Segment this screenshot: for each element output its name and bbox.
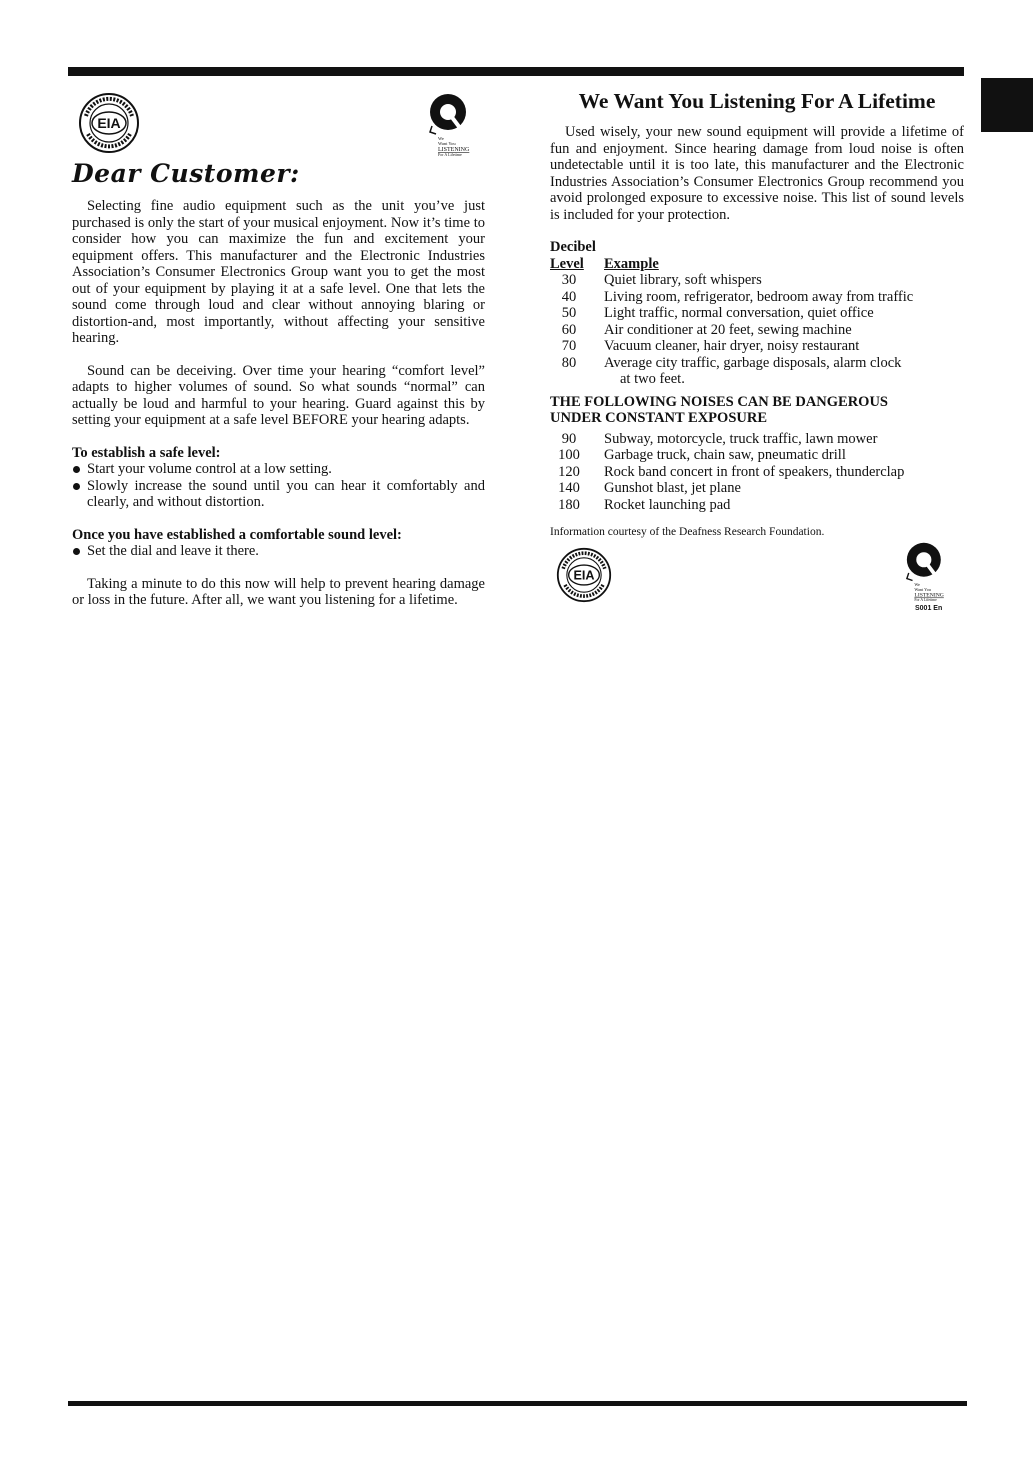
danger-heading-line-2: UNDER CONSTANT EXPOSURE: [550, 410, 767, 426]
level-value: 70: [561, 338, 577, 354]
danger-heading-line-1: THE FOLLOWING NOISES CAN BE DANGEROUS: [550, 393, 888, 410]
salutation-heading: Dear Customer:: [72, 159, 300, 188]
q-logo-line-2: Want You: [914, 586, 932, 592]
table-row: [550, 497, 964, 514]
table-header: [550, 256, 964, 273]
table-row: [550, 355, 964, 388]
level-example: Rocket launching pad: [604, 496, 731, 513]
level-example: Garbage truck, chain saw, pneumatic drill: [604, 447, 846, 463]
decibel-label: Decibel: [550, 239, 596, 255]
safe-level-list: [72, 461, 485, 511]
level-example: Vacuum cleaner, hair dryer, noisy restaurant: [604, 338, 860, 354]
level-example: Subway, motorcycle, truck traffic, lawn mower: [604, 430, 878, 447]
q-logo-line-3: LISTENING: [438, 147, 470, 153]
table-row: [550, 447, 964, 464]
level-example: Rock band concert in front of speakers, thunderclap: [604, 463, 905, 480]
eia-logo-text: EIA: [573, 568, 595, 583]
table-row: [550, 338, 964, 355]
danger-levels-table: [550, 431, 964, 514]
level-example-continuation: at two feet.: [620, 371, 685, 387]
credit-note: Information courtesy of the Deafness Research Foundation.: [550, 526, 825, 538]
table-row: [550, 431, 964, 448]
list-item: Set the dial and leave it there.: [72, 543, 485, 560]
q-logo-line-2: Want You: [438, 141, 456, 146]
listening-q-logo-icon: [888, 539, 954, 605]
closing-paragraph: Taking a minute to do this now will help to prevent hearing damage or loss in the future. After all, we want you listening for a lifetime.: [72, 575, 485, 608]
level-value: 90: [561, 430, 577, 447]
table-row: [550, 464, 964, 481]
eia-logo-text: EIA: [97, 115, 121, 131]
table-row: [550, 480, 964, 497]
section-tab-marker: [981, 78, 1033, 132]
level-value: 100: [558, 447, 580, 463]
danger-heading: [550, 394, 964, 427]
level-value: 50: [561, 305, 577, 321]
level-value: 60: [561, 321, 577, 338]
level-value: 30: [561, 272, 577, 288]
level-value: 180: [558, 496, 580, 513]
q-logo-line-1: We: [438, 136, 444, 141]
level-example-line: Average city traffic, garbage disposals, alarm clock: [604, 354, 902, 371]
listening-q-logo-icon: [410, 90, 480, 160]
comfortable-level-heading: Once you have established a comfortable sound level:: [72, 526, 402, 543]
level-value: 140: [558, 480, 580, 496]
eia-logo-icon: [556, 547, 612, 603]
level-example: Air conditioner at 20 feet, sewing machine: [604, 321, 852, 338]
safe-level-heading: To establish a safe level:: [72, 444, 221, 461]
list-item: Start your volume control at a low setting.: [72, 461, 485, 478]
level-value: 40: [561, 288, 577, 305]
deceiving-paragraph: Sound can be deceiving. Over time your hearing “comfort level” adapts to higher volumes of sound. So what sounds “normal” can actually be loud and harmful to your hearing. Guard against this by setting your equipment at a safe level BEFORE your hearing adapts.: [72, 362, 485, 428]
level-example: [588, 355, 964, 388]
document-code: S001 En: [915, 605, 943, 612]
level-example: Quiet library, soft whispers: [604, 272, 762, 288]
level-value: 80: [561, 354, 577, 371]
list-item: Slowly increase the sound until you can hear it comfortably and clearly, and without distortion.: [72, 478, 485, 511]
table-row: [550, 305, 964, 322]
sound-levels-table: [550, 272, 964, 388]
eia-logo-icon: [78, 92, 140, 154]
comfortable-level-list: [72, 543, 485, 560]
level-example: Gunshot blast, jet plane: [604, 480, 741, 496]
page-title: We Want You Listening For A Lifetime: [578, 89, 936, 113]
q-logo-line-3: LISTENING: [914, 592, 944, 599]
left-logo-row: [72, 90, 485, 160]
q-logo-line-4: For A Lifetime: [914, 598, 937, 603]
bottom-rule: [68, 1401, 967, 1406]
table-row: [550, 272, 964, 289]
example-column-header: Example: [604, 255, 659, 272]
q-logo-line-1: We: [914, 582, 920, 588]
level-example: Living room, refrigerator, bedroom away from traffic: [604, 288, 914, 305]
level-column-header: Level: [550, 255, 584, 272]
table-row: [550, 289, 964, 306]
table-row: [550, 322, 964, 339]
top-rule: [68, 67, 964, 76]
level-example: Light traffic, normal conversation, quiet office: [604, 305, 874, 321]
level-value: 120: [558, 463, 580, 480]
lifetime-intro-paragraph: Used wisely, your new sound equipment will provide a lifetime of fun and enjoyment. Since hearing damage from loud noise is often undetectable until it is too late, this manufacturer and the Electronic Industries Association’s Consumer Electronics Group recommend you avoid prolonged exposure to excessive noise. This list of sound levels is included for your protection.: [550, 124, 964, 223]
right-column: [550, 88, 964, 619]
intro-paragraph: Selecting fine audio equipment such as the unit you’ve just purchased is only the start of your musical enjoyment. Now it’s time to consider how you can maximize the fun and excitement your equipment offers. This manufacturer and the Electronic Industries Association’s Consumer Electronics Group want you to get the most out of your equipment by playing it at a safe level. One that lets the sound come through loud and clear without annoying blaring or distortion-and, most importantly, without affecting your sensitive hearing.: [72, 198, 485, 346]
right-logo-row: [550, 539, 964, 619]
q-logo-line-4: For A Lifetime: [438, 152, 462, 157]
left-column: [72, 90, 485, 609]
